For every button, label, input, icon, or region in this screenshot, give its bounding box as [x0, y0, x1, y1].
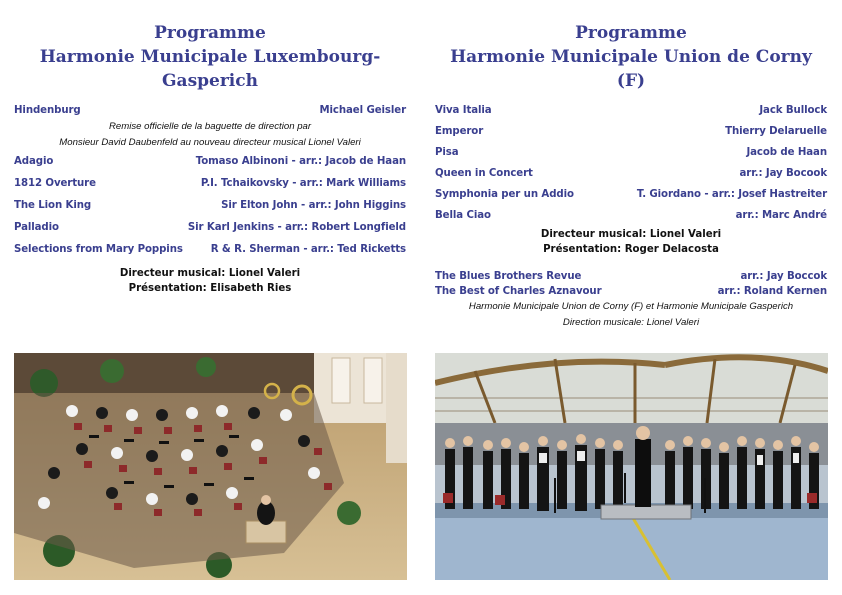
note-line: Monsieur David Daubenfeld au nouveau directeur musical Lionel Valeri	[59, 137, 361, 148]
piece-composer: T. Giordano - arr.: Josef Hastreiter	[636, 189, 827, 200]
piece-composer: R & R. Sherman - arr.: Ted Ricketts	[210, 244, 406, 255]
musical-director: Directeur musical: Lionel Valeri	[119, 268, 301, 279]
programme-item	[14, 244, 406, 255]
programme-item	[14, 200, 406, 211]
baton-handover-note	[14, 119, 406, 151]
programme-item	[435, 210, 827, 221]
piece-composer: arr.: Marc André	[735, 210, 827, 221]
piece-title: Bella Ciao	[435, 210, 491, 221]
piece-title: Queen in Concert	[435, 168, 533, 179]
piece-title: Adagio	[14, 156, 54, 167]
gasperich-band-photo	[14, 353, 407, 580]
programme-item	[14, 222, 406, 233]
corny-band-photo	[435, 353, 828, 580]
piece-title: The Blues Brothers Revue	[435, 271, 582, 282]
piece-composer: Thierry Delaruelle	[725, 126, 827, 137]
joint-direction: Direction musicale: Lionel Valeri	[562, 317, 700, 328]
piece-composer: arr.: Roland Kernen	[717, 286, 827, 297]
left-programme	[14, 0, 406, 296]
joint-performance-note	[435, 299, 827, 331]
right-programme-title	[435, 21, 827, 93]
left-programme-title	[14, 21, 406, 93]
programme-item	[14, 105, 406, 116]
musical-director: Directeur musical: Lionel Valeri	[540, 229, 722, 240]
left-heading: Programme	[154, 23, 266, 43]
piece-title: 1812 Overture	[14, 178, 96, 189]
presenter: Présentation: Roger Delacosta	[543, 244, 719, 255]
piece-composer: Sir Elton John - arr.: John Higgins	[221, 200, 406, 211]
piece-composer: Michael Geisler	[319, 105, 406, 116]
presenter: Présentation: Elisabeth Ries	[128, 283, 292, 294]
programme-item	[435, 286, 827, 297]
left-ensemble-name: Harmonie Municipale Luxembourg-Gasperich	[39, 47, 381, 91]
programme-item	[435, 271, 827, 282]
right-ensemble-name: Harmonie Municipale Union de Corny (F)	[450, 47, 812, 91]
piece-composer: Sir Karl Jenkins - arr.: Robert Longfield	[187, 222, 406, 233]
programme-item	[435, 105, 827, 116]
note-line: Remise officielle de la baguette de direction par	[108, 121, 312, 132]
programme-item	[14, 178, 406, 189]
piece-composer: Tomaso Albinoni - arr.: Jacob de Haan	[195, 156, 406, 167]
piece-title: Pisa	[435, 147, 459, 158]
piece-composer: Jacob de Haan	[746, 147, 827, 158]
programme-item	[435, 147, 827, 158]
right-heading: Programme	[575, 23, 687, 43]
piece-title: Viva Italia	[435, 105, 492, 116]
right-programme	[435, 0, 827, 331]
band-photo-illustration	[14, 353, 407, 580]
joint-ensembles: Harmonie Municipale Union de Corny (F) et Harmonie Municipale Gasperich	[468, 301, 794, 312]
piece-title: Symphonia per un Addio	[435, 189, 574, 200]
piece-title: Palladio	[14, 222, 59, 233]
left-credits	[14, 266, 406, 296]
piece-title: The Best of Charles Aznavour	[435, 286, 602, 297]
piece-title: The Lion King	[14, 200, 92, 211]
piece-composer: arr.: Jay Bocook	[739, 168, 827, 179]
piece-title: Hindenburg	[14, 105, 81, 116]
piece-title: Emperor	[435, 126, 484, 137]
right-credits	[435, 227, 827, 257]
programme-item	[14, 156, 406, 167]
programme-item	[435, 189, 827, 200]
piece-composer: P.I. Tchaikovsky - arr.: Mark Williams	[200, 178, 406, 189]
piece-composer: arr.: Jay Boccok	[740, 271, 827, 282]
piece-title: Selections from Mary Poppins	[14, 244, 183, 255]
piece-composer: Jack Bullock	[759, 105, 827, 116]
band-photo-illustration	[435, 353, 828, 580]
programme-item	[435, 168, 827, 179]
programme-item	[435, 126, 827, 137]
